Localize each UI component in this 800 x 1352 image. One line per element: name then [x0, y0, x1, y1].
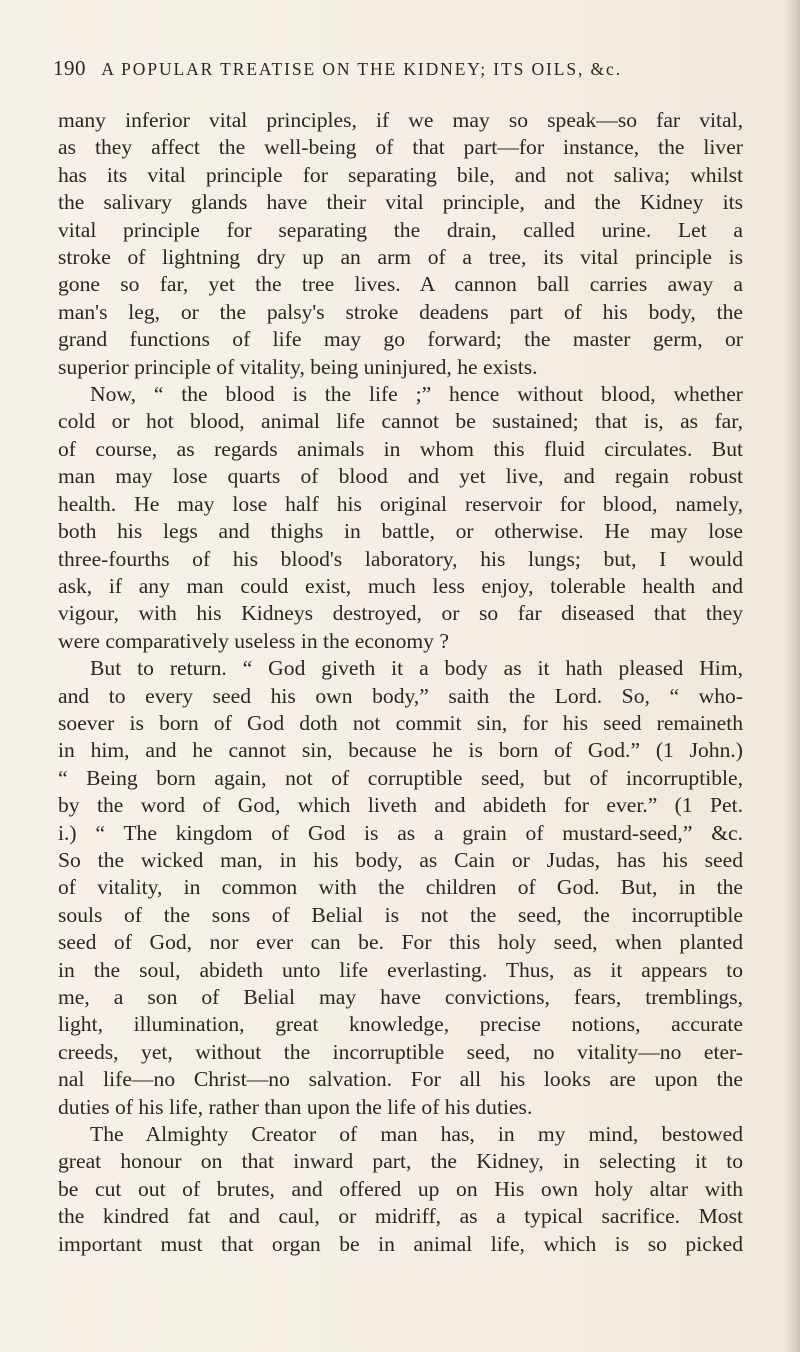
text-line: But to return. “ God giveth it a body as it hath pleased Him,: [90, 656, 743, 681]
text-line: Now, “ the blood is the life ;” hence without blood, whether: [90, 382, 743, 407]
text-line: vigour, with his Kidneys destroyed, or so far diseased that they: [58, 601, 743, 626]
text-line: both his legs and thighs in battle, or otherwise. He may lose: [58, 519, 743, 544]
text-line: were comparatively useless in the economy ?: [58, 628, 449, 653]
text-line: The Almighty Creator of man has, in my mind, bestowed: [90, 1122, 743, 1147]
text-line: of vitality, in common with the children of God. But, in the: [58, 875, 743, 900]
text-line: grand functions of life may go forward; the master germ, or: [58, 327, 743, 352]
page-number: 190: [53, 56, 86, 80]
text-line: soever is born of God doth not commit sin, for his seed remaineth: [58, 710, 743, 735]
text-line: great honour on that inward part, the Kidney, in selecting it to: [58, 1149, 743, 1174]
text-line: by the word of God, which liveth and abideth for ever.” (1 Pet.: [58, 793, 743, 818]
text-line: gone so far, yet the tree lives. A cannon ball carries away a: [58, 272, 743, 297]
text-line: duties of his life, rather than upon the life of his duties.: [58, 1094, 533, 1119]
text-line: creeds, yet, without the incorruptible seed, no vitality—no eter-: [58, 1039, 743, 1064]
body-text: [58, 107, 743, 1258]
text-line: many inferior vital principles, if we may so speak—so far vital,: [58, 108, 743, 132]
text-line: man may lose quarts of blood and yet live, and regain robust: [58, 464, 743, 489]
text-line: of course, as regards animals in whom this fluid circulates. But: [58, 436, 743, 461]
text-line: in him, and he cannot sin, because he is born of God.” (1 John.): [58, 738, 743, 763]
text-line: and to every seed his own body,” saith the Lord. So, “ who-: [58, 683, 743, 708]
text-line: the salivary glands have their vital principle, and the Kidney its: [58, 190, 743, 215]
text-line: three-fourths of his blood's laboratory, his lungs; but, I would: [58, 546, 743, 571]
text-line: So the wicked man, in his body, as Cain or Judas, has his seed: [58, 847, 743, 872]
text-line: stroke of lightning dry up an arm of a tree, its vital principle is: [58, 245, 743, 270]
text-line: nal life—no Christ—no salvation. For all his looks are upon the: [58, 1067, 743, 1092]
text-line: the kindred fat and caul, or midriff, as a typical sacrifice. Most: [58, 1204, 743, 1229]
text-line: has its vital principle for separating bile, and not saliva; whilst: [58, 162, 743, 187]
text-line: be cut out of brutes, and offered up on His own holy altar with: [58, 1176, 743, 1201]
text-line: cold or hot blood, animal life cannot be sustained; that is, as far,: [58, 409, 743, 434]
text-line: vital principle for separating the drain, called urine. Let a: [58, 217, 743, 242]
text-line: superior principle of vitality, being uninjured, he exists.: [58, 354, 538, 379]
text-line: man's leg, or the palsy's stroke deadens part of his body, the: [58, 299, 743, 324]
page-edge-shadow: [784, 0, 800, 1352]
text-line: as they affect the well-being of that part—for instance, the liver: [58, 135, 743, 160]
text-line: “ Being born again, not of corruptible seed, but of incorruptible,: [58, 765, 743, 790]
text-line: health. He may lose half his original reservoir for blood, namely,: [58, 491, 743, 516]
text-line: ask, if any man could exist, much less enjoy, tolerable health and: [58, 573, 743, 598]
text-line: i.) “ The kingdom of God is as a grain of mustard-seed,” &c.: [58, 820, 743, 845]
text-line: in the soul, abideth unto life everlasting. Thus, as it appears to: [58, 957, 743, 982]
running-title: A POPULAR TREATISE ON THE KIDNEY; ITS OILS, &c.: [101, 59, 622, 79]
running-head: [53, 56, 773, 90]
text-line: seed of God, nor ever can be. For this holy seed, when planted: [58, 930, 743, 955]
text-line: me, a son of Belial may have convictions, fears, tremblings,: [58, 985, 743, 1009]
text-line: souls of the sons of Belial is not the seed, the incorruptible: [58, 902, 743, 927]
text-line: light, illumination, great knowledge, precise notions, accurate: [58, 1012, 743, 1037]
text-line: important must that organ be in animal life, which is so picked: [58, 1231, 743, 1256]
